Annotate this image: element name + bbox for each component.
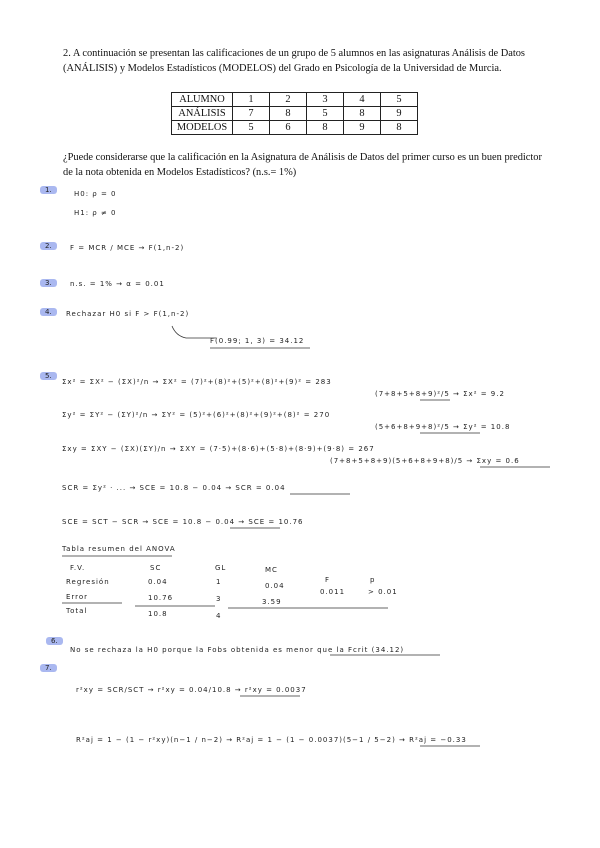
table-cell: 2 [270,93,307,107]
anova-header: MC [265,566,278,574]
table-cell: 9 [344,121,381,135]
test-statistic: F = MCR / MCE → F(1,n-2) [70,244,185,252]
step-marker: 4. [40,308,57,316]
anova-header: GL [215,564,227,572]
anova-cell: 10.76 [148,594,174,602]
step-marker: 5. [40,372,57,380]
table-cell: 5 [233,121,270,135]
anova-cell: 0.04 [148,578,168,586]
anova-cell: 1 [216,578,222,586]
anova-cell: 10.8 [148,610,168,618]
anova-cell: Error [66,593,89,601]
table-cell: 8 [270,107,307,121]
scr-calculation: SCR = Σy² · ... → SCE = 10.8 − 0.04 → SCR = 0.04 [62,484,286,492]
sum-x2-result: (7+8+5+8+9)²/5 → Σx² = 9.2 [375,390,505,398]
question-line-1: ¿Puede considerarse que la calificación en la Asignatura de Análisis de Datos del primer curso es un buen predictor [63,152,542,163]
sum-xy-result: (7+8+5+8+9)(5+6+8+9+8)/5 → Σxy = 0.6 [330,457,520,465]
step-marker: 1. [40,186,57,194]
problem-line-1: 2. A continuación se presentan las calificaciones de un grupo de 5 alumnos en las asignaturas Análisis de Datos [63,48,525,59]
sum-x2: Σx² = ΣX² − (ΣX)²/n → ΣX² = (7)²+(8)²+(5)²+(8)²+(9)² = 283 [62,378,332,386]
table-cell: 4 [344,93,381,107]
anova-header: SC [150,564,162,572]
r-squared: r²xy = SCR/SCT → r²xy = 0.04/10.8 → r²xy = 0.0037 [76,686,307,694]
table-cell: 9 [381,107,418,121]
anova-header: F [325,576,331,584]
hypothesis-alt: H1: ρ ≠ 0 [74,209,117,217]
table-cell: ANÁLISIS [172,107,233,121]
sum-xy: Σxy = ΣXY − (ΣX)(ΣY)/n → ΣXY = (7·5)+(8·6)+(5·8)+(8·9)+(9·8) = 267 [62,445,375,453]
conclusion: No se rechaza la H0 porque la Fobs obtenida es menor que la Fcrit (34.12) [70,646,405,654]
anova-cell: Total [66,607,88,615]
anova-cell: Regresión [66,578,110,586]
sce-calculation: SCE = SCT − SCR → SCE = 10.8 − 0.04 → SCE = 10.76 [62,518,304,526]
significance-level: n.s. = 1% → α = 0.01 [70,280,165,288]
table-cell: 7 [233,107,270,121]
table-cell: MODELOS [172,121,233,135]
table-cell: 8 [307,121,344,135]
table-cell: ALUMNO [172,93,233,107]
critical-value: F(0.99; 1, 3) = 34.12 [210,337,305,345]
anova-cell: 3 [216,595,222,603]
anova-title: Tabla resumen del ANOVA [62,545,176,553]
step-marker: 3. [40,279,57,287]
step-marker: 7. [40,664,57,672]
problem-line-2: (ANÁLISIS) y Modelos Estadísticos (MODELOS) del Grado en Psicología de la Universidad de Murcia. [63,63,502,74]
table-cell: 6 [270,121,307,135]
table-cell: 3 [307,93,344,107]
sum-y2-result: (5+6+8+9+8)²/5 → Σy² = 10.8 [375,423,511,431]
step-marker: 2. [40,242,57,250]
anova-cell: 0.04 [265,582,285,590]
hypothesis-null: H0: ρ = 0 [74,190,117,198]
anova-cell: 4 [216,612,222,620]
table-cell: 5 [307,107,344,121]
anova-cell: 3.59 [262,598,282,606]
bracket-stroke [172,326,216,338]
table-cell: 5 [381,93,418,107]
anova-header: F.V. [70,564,86,572]
anova-header: p [370,576,376,584]
step-marker: 6. [46,637,63,645]
table-cell: 8 [381,121,418,135]
question-line-2: de la nota obtenida en Modelos Estadísticos? (n.s.= 1%) [63,167,297,178]
table-rule-stroke [62,603,388,608]
sum-y2: Σy² = ΣY² − (ΣY)²/n → ΣY² = (5)²+(6)²+(8)²+(9)²+(8)² = 270 [62,411,331,419]
anova-cell: 0.011 [320,588,346,596]
decision-rule: Rechazar H0 si F > F(1,n-2) [66,310,190,318]
adjusted-r-squared: R²aj = 1 − (1 − r²xy)(n−1 / n−2) → R²aj = 1 − (1 − 0.0037)(5−1 / 5−2) → R²aj = −0.33 [76,736,467,744]
anova-cell: > 0.01 [368,588,398,596]
table-cell: 8 [344,107,381,121]
table-cell: 1 [233,93,270,107]
